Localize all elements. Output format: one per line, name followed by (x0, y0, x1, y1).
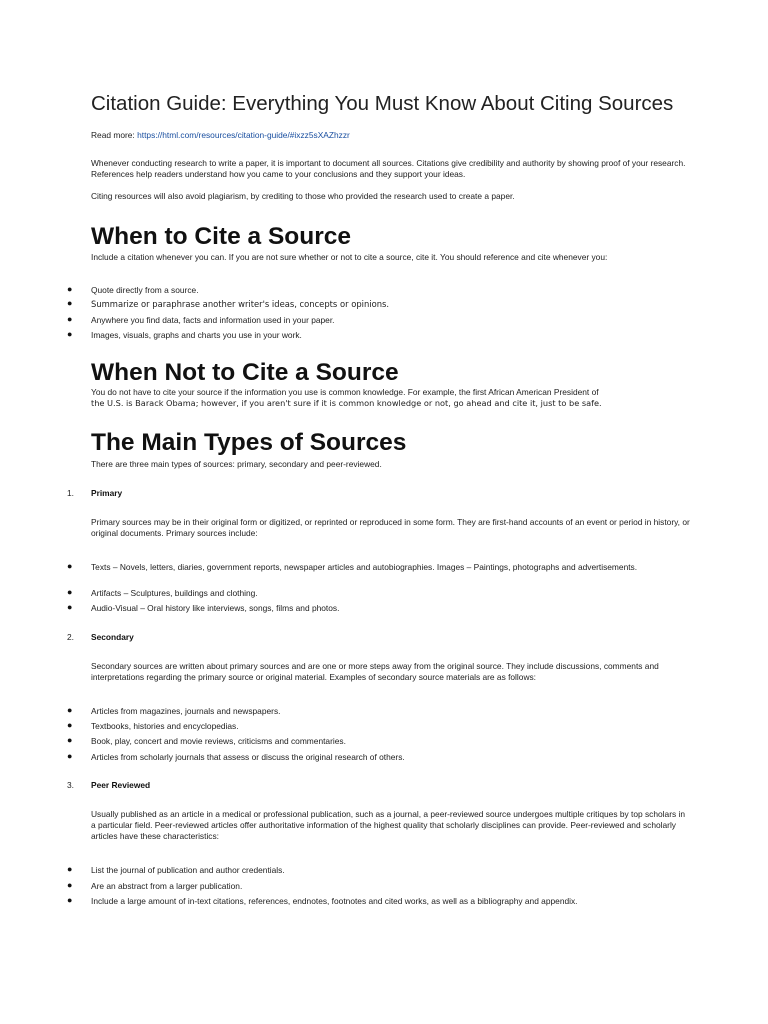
intro-paragraph-1: Whenever conducting research to write a paper, it is important to document all sources. Citations give credibility and authority by showing proof of your research. References help readers understand how you came to your conclusions and they support your ideas. (91, 158, 686, 179)
list-number: 1. (67, 488, 74, 498)
when-not-text-2: the U.S. is Barack Obama; however, if you aren't sure if it is common knowledge or not, go ahead and cite it, just to be safe. (91, 398, 602, 408)
read-more-line (91, 130, 691, 141)
list-item: Audio-Visual – Oral history like interviews, songs, films and photos. (91, 603, 340, 613)
list-item: Summarize or paraphrase another writer's ideas, concepts or opinions. (91, 299, 390, 309)
list-item: List the journal of publication and author credentials. (91, 865, 285, 875)
list-item: Texts – Novels, letters, diaries, government reports, newspaper articles and autobiographies. Images – Paintings, photographs and advertisements. (91, 562, 638, 572)
primary-text: Primary sources may be in their original form or digitized, or reprinted or reproduced in some form. They are first-hand accounts of an event or period in history, or original documents. Primary sources include: (91, 517, 690, 538)
bullet-icon: ● (67, 895, 73, 905)
list-item: Articles from scholarly journals that assess or discuss the original research of others. (91, 752, 405, 762)
when-not-text-1: You do not have to cite your source if the information you use is common knowledge. For example, the first African American President of (91, 387, 599, 397)
list-item: Book, play, concert and movie reviews, criticisms and commentaries. (91, 736, 346, 746)
when-not-heading: When Not to Cite a Source (91, 359, 399, 386)
bullet-icon: ● (67, 602, 73, 612)
list-item: Artifacts – Sculptures, buildings and clothing. (91, 588, 258, 598)
list-item: Quote directly from a source. (91, 285, 199, 295)
list-item: Textbooks, histories and encyclopedias. (91, 721, 239, 731)
peer-text: Usually published as an article in a medical or professional publication, such as a journal, a peer-reviewed source undergoes multiple critiques by top scholars in a particular field. Peer-reviewed articles offer authoritative information of the highest quality that scholarly disciplines can provide. Peer-reviewed and scholarly articles have these characteristics: (91, 809, 686, 841)
list-item: Articles from magazines, journals and newspapers. (91, 706, 281, 716)
list-number: 2. (67, 632, 74, 642)
types-heading: The Main Types of Sources (91, 429, 407, 456)
bullet-icon: ● (67, 720, 73, 730)
bullet-icon: ● (67, 284, 73, 294)
bullet-icon: ● (67, 705, 73, 715)
bullet-icon: ● (67, 329, 73, 339)
list-item: Anywhere you find data, facts and information used in your paper. (91, 315, 335, 325)
when-to-cite-text: Include a citation whenever you can. If you are not sure whether or not to cite a source, cite it. You should reference and cite whenever you: (91, 252, 608, 262)
bullet-icon: ● (67, 735, 73, 745)
bullet-icon: ● (67, 561, 73, 571)
bullet-icon: ● (67, 314, 73, 324)
bullet-icon: ● (67, 587, 73, 597)
when-to-cite-heading: When to Cite a Source (91, 223, 352, 250)
list-number: 3. (67, 780, 74, 790)
bullet-icon: ● (67, 864, 73, 874)
primary-label: Primary (91, 488, 123, 498)
secondary-label: Secondary (91, 632, 134, 642)
list-item: Are an abstract from a larger publication. (91, 881, 243, 891)
bullet-icon: ● (67, 751, 73, 761)
list-item: Images, visuals, graphs and charts you use in your work. (91, 330, 302, 340)
bullet-icon: ● (67, 880, 73, 890)
intro-paragraph-2: Citing resources will also avoid plagiarism, by crediting to those who provided the research used to create a paper. (91, 191, 515, 201)
secondary-text: Secondary sources are written about primary sources and are one or more steps away from the original source. They include discussions, comments and interpretations regarding the primary source or original material. Examples of secondary source materials are as follows: (91, 661, 659, 682)
bullet-icon: ● (67, 298, 73, 308)
page-title: Citation Guide: Everything You Must Know About Citing Sources (91, 92, 674, 115)
list-item: Include a large amount of in-text citations, references, endnotes, footnotes and cited works, as well as a bibliography and appendix. (91, 896, 578, 906)
types-text: There are three main types of sources: primary, secondary and peer-reviewed. (91, 459, 382, 469)
peer-label: Peer Reviewed (91, 780, 151, 790)
read-more-label: Read more: (91, 130, 138, 140)
read-more-link[interactable]: https://html.com/resources/citation-guide/#ixzz5sXAZhzzr (137, 130, 350, 140)
